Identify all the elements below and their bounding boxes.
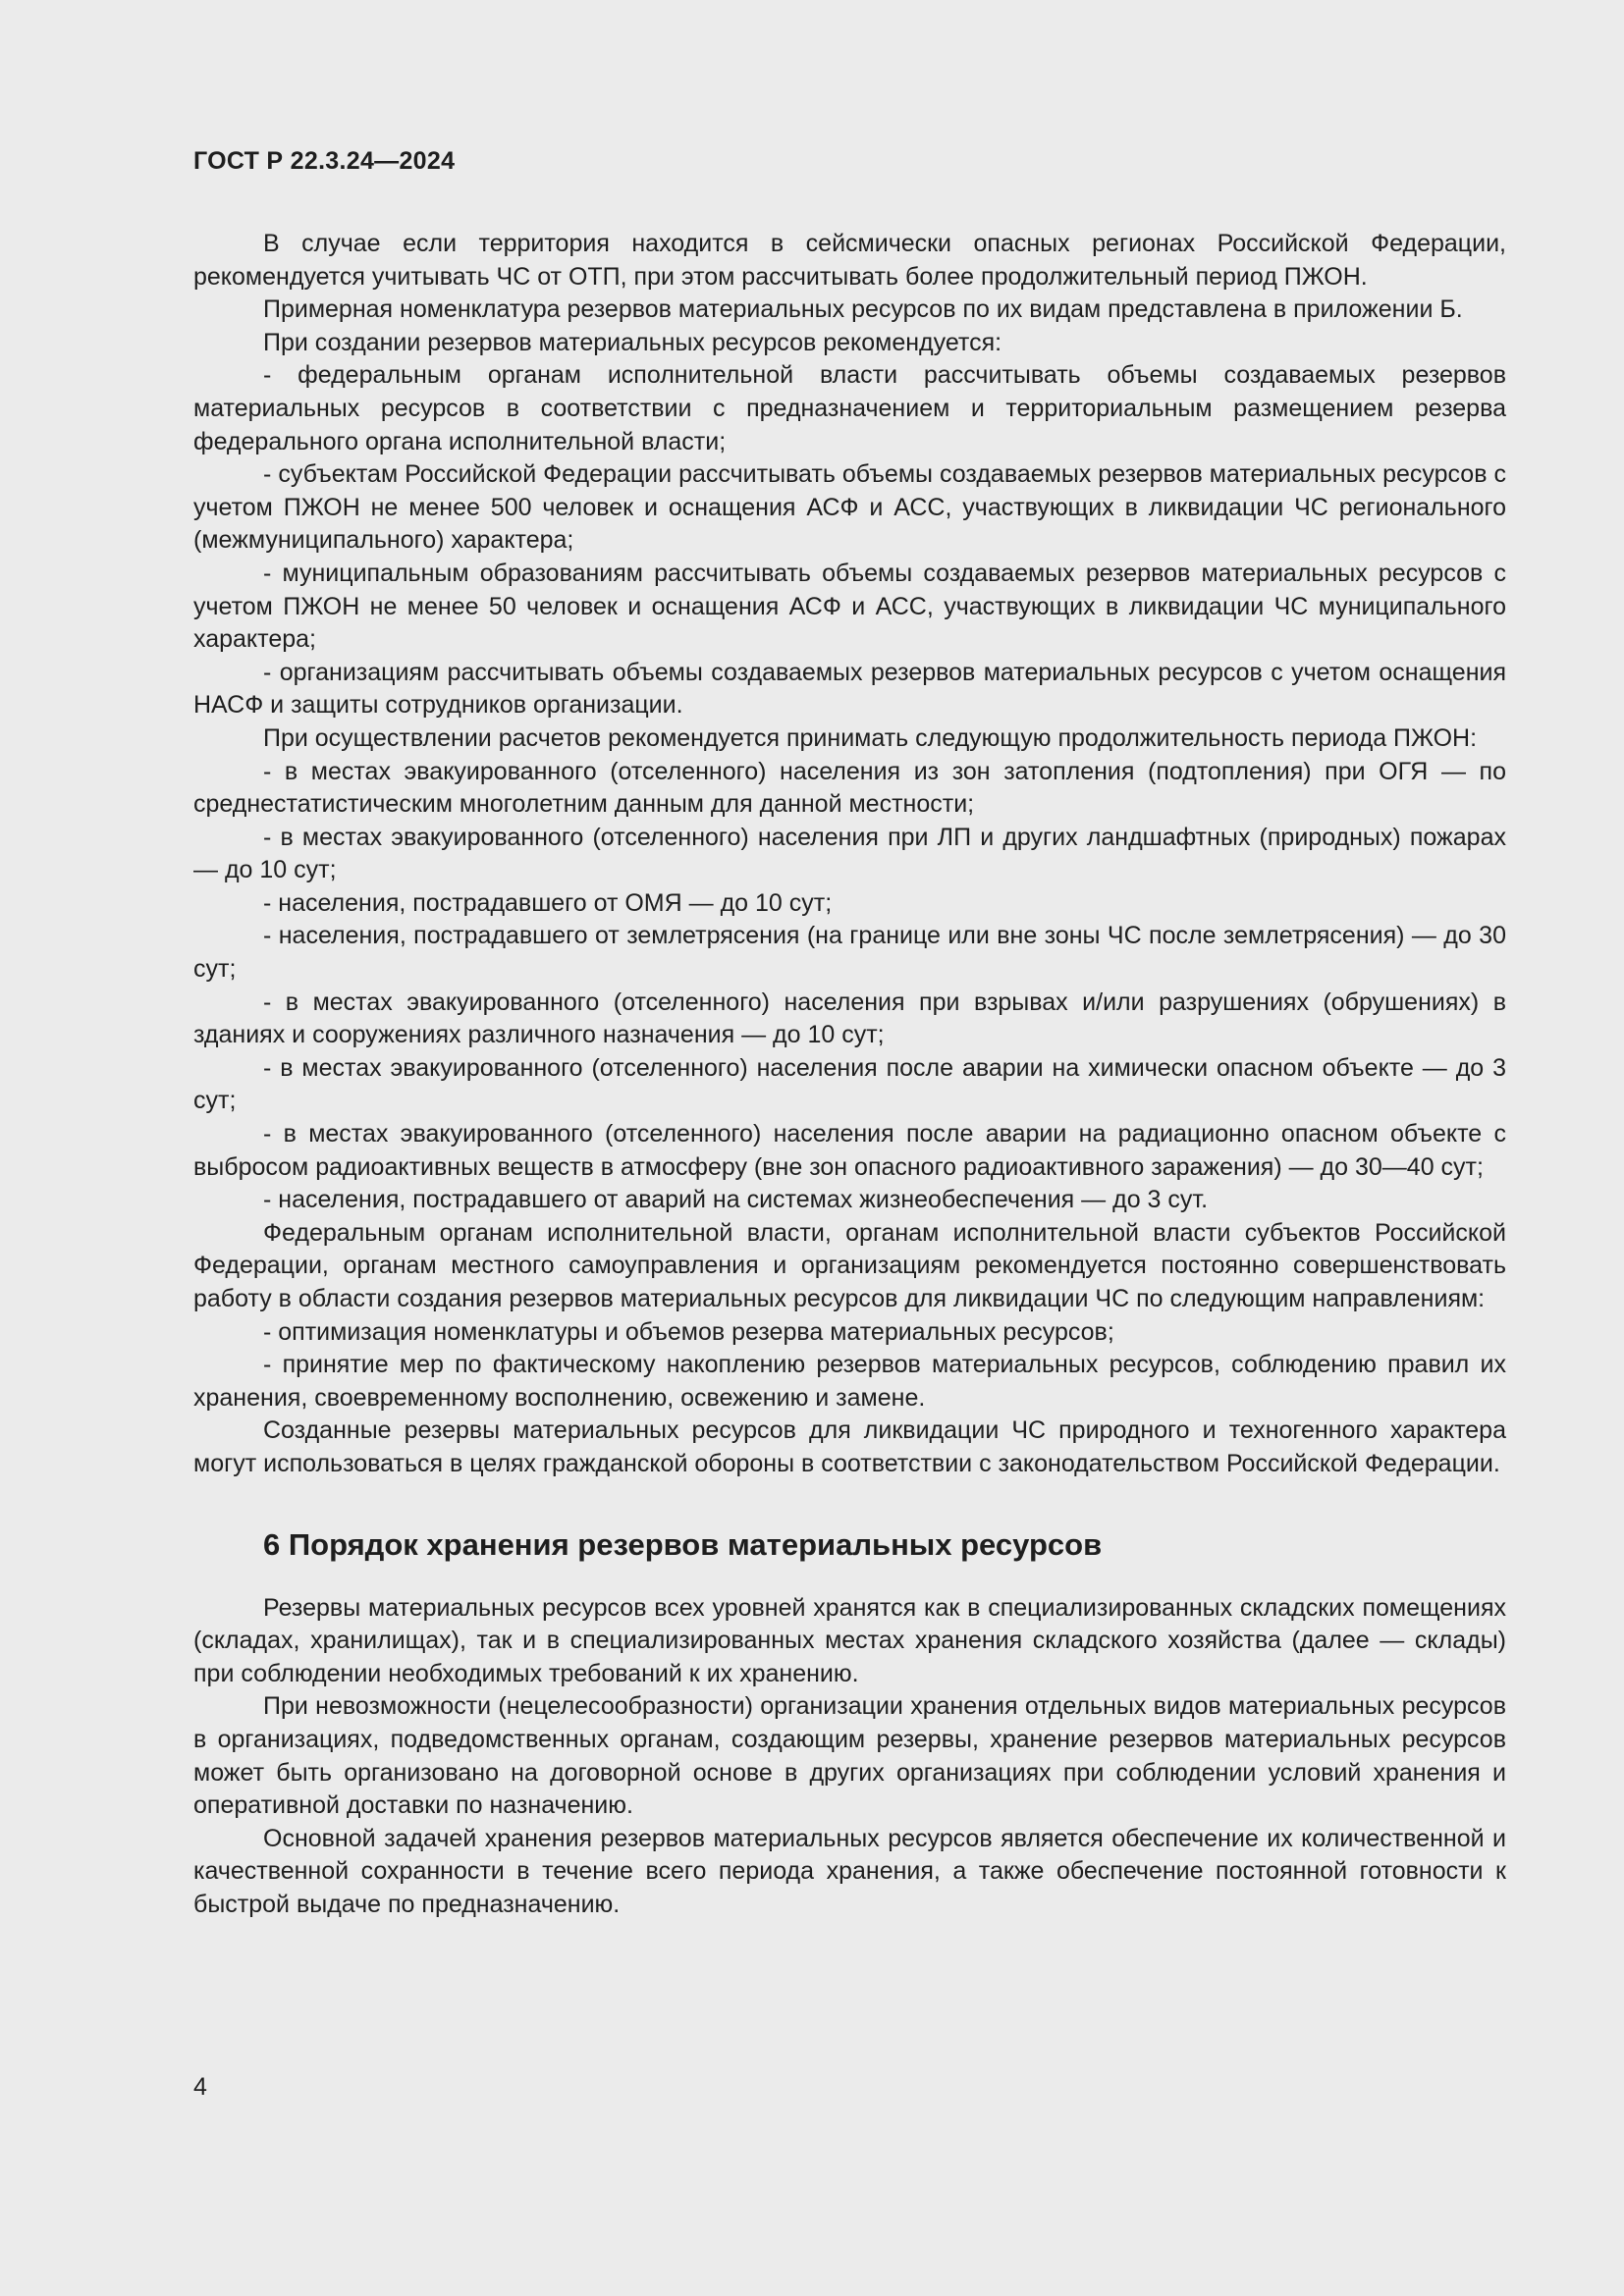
paragraph: Резервы материальных ресурсов всех уровней хранятся как в специализированных складских помещениях (складах, хранилищах), так и в специализированных местах хранения складского хозяйства (далее — склады) при соблюдении необходимых требований к их хранению. <box>193 1593 1506 1687</box>
list-item: - в местах эвакуированного (отселенного) населения после аварии на химически опасном объекте — до 3 сут; <box>193 1053 1506 1115</box>
list-item: - населения, пострадавшего от аварий на системах жизнеобеспечения — до 3 сут. <box>263 1186 1209 1214</box>
paragraph: Основной задачей хранения резервов материальных ресурсов является обеспечение их количественной и качественной сохранности в течение всего периода хранения, а также обеспечение постоянной готовности к быстрой выдаче по предназначению. <box>193 1824 1506 1918</box>
section-title: 6 Порядок хранения резервов материальных ресурсов <box>263 1526 1103 1562</box>
paragraph: При осуществлении расчетов рекомендуется принимать следующую продолжительность периода ПЖОН: <box>263 723 1478 752</box>
list-item: - федеральным органам исполнительной власти рассчитывать объемы создаваемых резервов материальных ресурсов в соответствии с предназначением и территориальным размещением резерва федерального органа исполнительной власти; <box>193 361 1506 455</box>
list-item: - в местах эвакуированного (отселенного) населения из зон затопления (подтопления) при ОГЯ — по среднестатистическим многолетним данным для данной местности; <box>193 757 1506 819</box>
paragraph: В случае если территория находится в сейсмически опасных регионах Российской Федерации, рекомендуется учитывать ЧС от ОТП, при этом рассчитывать более продолжительный период ПЖОН. <box>193 230 1506 291</box>
document-body <box>193 228 1506 1922</box>
list-item: - принятие мер по фактическому накоплению резервов материальных ресурсов, соблюдению правил их хранения, своевременному восполнению, освежению и замене. <box>193 1351 1506 1412</box>
list-item: - в местах эвакуированного (отселенного) населения после аварии на радиационно опасном объекте с выбросом радиоактивных веществ в атмосферу (вне зон опасного радиоактивного заражения) — до 30—40 сут; <box>193 1120 1506 1181</box>
page-number: 4 <box>193 2073 207 2101</box>
list-item: - населения, пострадавшего от землетрясения (на границе или вне зоны ЧС после землетрясения) — до 30 сут; <box>193 922 1506 984</box>
list-item: - в местах эвакуированного (отселенного) населения при ЛП и других ландшафтных (природных) пожарах — до 10 сут; <box>193 823 1506 884</box>
list-item: - оптимизация номенклатуры и объемов резерва материальных ресурсов; <box>263 1317 1114 1346</box>
list-item: - населения, пострадавшего от ОМЯ — до 10 сут; <box>263 888 833 917</box>
list-item: - в местах эвакуированного (отселенного) населения при взрывах и/или разрушениях (обрушениях) в зданиях и сооружениях различного назначения — до 10 сут; <box>193 988 1506 1049</box>
list-item: - организациям рассчитывать объемы создаваемых резервов материальных ресурсов с учетом оснащения НАСФ и защиты сотрудников организации. <box>193 658 1506 720</box>
paragraph: При невозможности (нецелесообразности) организации хранения отдельных видов материальных ресурсов в организациях, подведомственных органам, создающим резервы, хранение резервов материальных ресурсов может быть организовано на договорной основе в других организациях при соблюдении условий хранения и оперативной доставки по назначению. <box>193 1692 1506 1820</box>
paragraph: Примерная номенклатура резервов материальных ресурсов по их видам представлена в приложении Б. <box>263 295 1463 324</box>
paragraphs-block-a <box>193 228 1506 1481</box>
paragraph: Созданные резервы материальных ресурсов для ликвидации ЧС природного и техногенного характера могут использоваться в целях гражданской обороны в соответствии с законодательством Российской Федерации. <box>193 1416 1506 1477</box>
paragraph: При создании резервов материальных ресурсов рекомендуется: <box>263 328 1002 356</box>
list-item: - субъектам Российской Федерации рассчитывать объемы создаваемых резервов материальных ресурсов с учетом ПЖОН не менее 500 человек и оснащения АСФ и АСС, участвующих в ликвидации ЧС регионального (межмуниципального) характера; <box>193 460 1506 555</box>
paragraph: Федеральным органам исполнительной власти, органам исполнительной власти субъектов Российской Федерации, органам местного самоуправления и организациям рекомендуется постоянно совершенствовать работу в области создания резервов материальных ресурсов для ликвидации ЧС по следующим направлениям: <box>193 1218 1506 1312</box>
section-6-body <box>193 1592 1506 1922</box>
list-item: - муниципальным образованиям рассчитывать объемы создаваемых резервов материальных ресурсов с учетом ПЖОН не менее 50 человек и оснащения АСФ и АСС, участвующих в ликвидации ЧС муниципального характера; <box>193 559 1506 654</box>
document-code: ГОСТ Р 22.3.24—2024 <box>193 147 456 175</box>
